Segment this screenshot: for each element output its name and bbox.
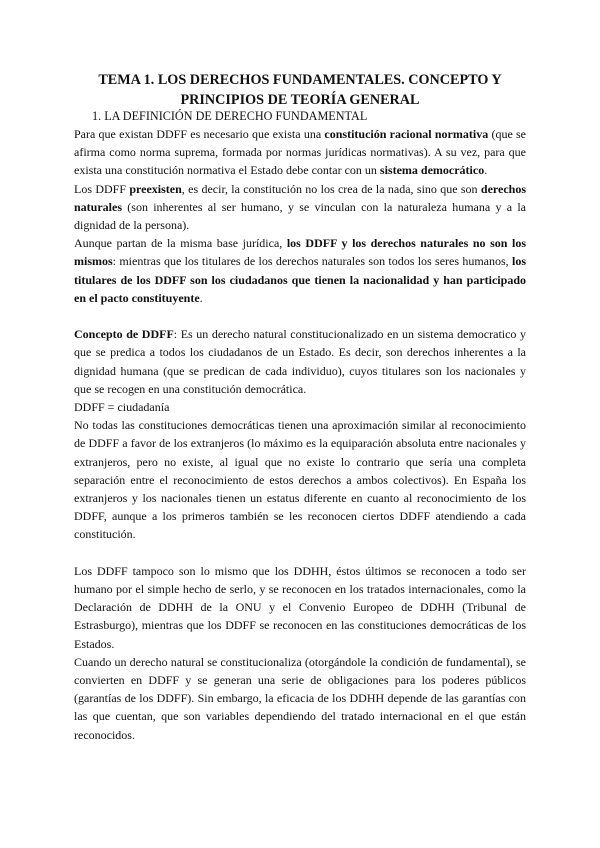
document-body (74, 125, 526, 744)
page-title (60, 70, 540, 110)
paragraph-ddhh: Los DDFF tampoco son lo mismo que los DDHH, éstos últimos se reconocen a todo ser humano por el simple hecho de serlo, y se reconocen en los tratados internacionales, como la Declaración de DDHH de la ONU y el Convenio Europeo de DDHH (Tribunal de Estrasburgo), mientras que los DDFF se reconocen en las constituciones democráticas de los Estados. (74, 563, 526, 651)
paragraph-3 (74, 234, 526, 307)
text-run: . (484, 163, 488, 178)
bold-run: constitución racional normativa (324, 127, 489, 141)
bold-run: los DDFF y los derechos naturales no son los mismos (74, 236, 526, 269)
bold-run: derechos naturales (74, 181, 527, 214)
title-line-1: TEMA 1. LOS DERECHOS FUNDAMENTALES. CONCEPTO Y (98, 72, 502, 88)
text-run: . (199, 290, 203, 305)
text-run: (que se afirma como norma suprema, formada por normas jurídicas normativas). A su vez, para que exista una constitución normativa el Estado debe contar con un (74, 127, 527, 178)
bold-run: Concepto de DDFF (74, 327, 174, 342)
text-run: Los DDFF (74, 181, 130, 196)
paragraph-gap (74, 544, 526, 562)
title-line-2: PRINCIPIOS DE TEORÍA GENERAL (180, 92, 420, 108)
bold-run: los titulares de los DDFF son los ciudadanos que tienen la nacionalidad y han participado en el pacto constituyente (74, 254, 526, 305)
paragraph-gap (74, 307, 526, 325)
bold-run: preexisten (129, 181, 182, 196)
text-run: : Es un derecho natural constitucionalizado en un sistema democratico y que se predica a todos los ciudadanos de un Estado. Es decir, son derechos inherentes a la dignidad humana (que se predican de cada individuo), cuyos titulares son los nacionales y que se recogen en una constitución democrática. (74, 327, 527, 396)
text-run: Para que existan DDFF es necesario que exista una (74, 127, 325, 141)
text-run: , es decir, la constitución no los crea de la nada, sino que son (181, 181, 481, 196)
paragraph-2 (74, 180, 526, 235)
paragraph-1 (74, 125, 526, 180)
text-run: (son inherentes al ser humano, y se vinculan con la naturaleza humana y a la dignidad de la persona). (74, 199, 526, 233)
bold-run: sistema democrático (379, 163, 485, 178)
paragraph-concept (74, 325, 526, 398)
text-run: : mientras que los titulares de los derechos naturales son todos los seres humanos, (112, 254, 512, 269)
paragraph-constitutionalization: Cuando un derecho natural se constitucionaliza (otorgándole la condición de fundamental), se convierten en DDFF y se generan una serie de obligaciones para los poderes públicos (garantías de los DDFF). Sin embargo, la eficacia de los DDHH depende de las garantías con las que cuentan, que son variables dependiendo del tratado internacional en el que están reconocidos. (74, 654, 526, 742)
section-heading: 1. LA DEFINICIÓN DE DERECHO FUNDAMENTAL (92, 109, 368, 123)
paragraph-foreigners: No todas las constituciones democráticas tienen una aproximación similar al reconocimiento de DDFF a favor de los extranjeros (lo máximo es la equiparación absoluta entre nacionales y extranjeros, pero no existe, al igual que no existe lo contrario que sería una completa separación entre el reconocimiento de estos derechos a ambos colectivos). En España los extranjeros y los nacionales tienen un estatus diferente en cuanto al reconocimiento de los DDFF, aunque a los primeros también se les reconocen ciertos DDFF atendiendo a cada constitución. (74, 418, 526, 542)
paragraph-equation: DDFF = ciudadanía (74, 400, 170, 415)
text-run: Aunque partan de la misma base jurídica, (74, 236, 287, 251)
